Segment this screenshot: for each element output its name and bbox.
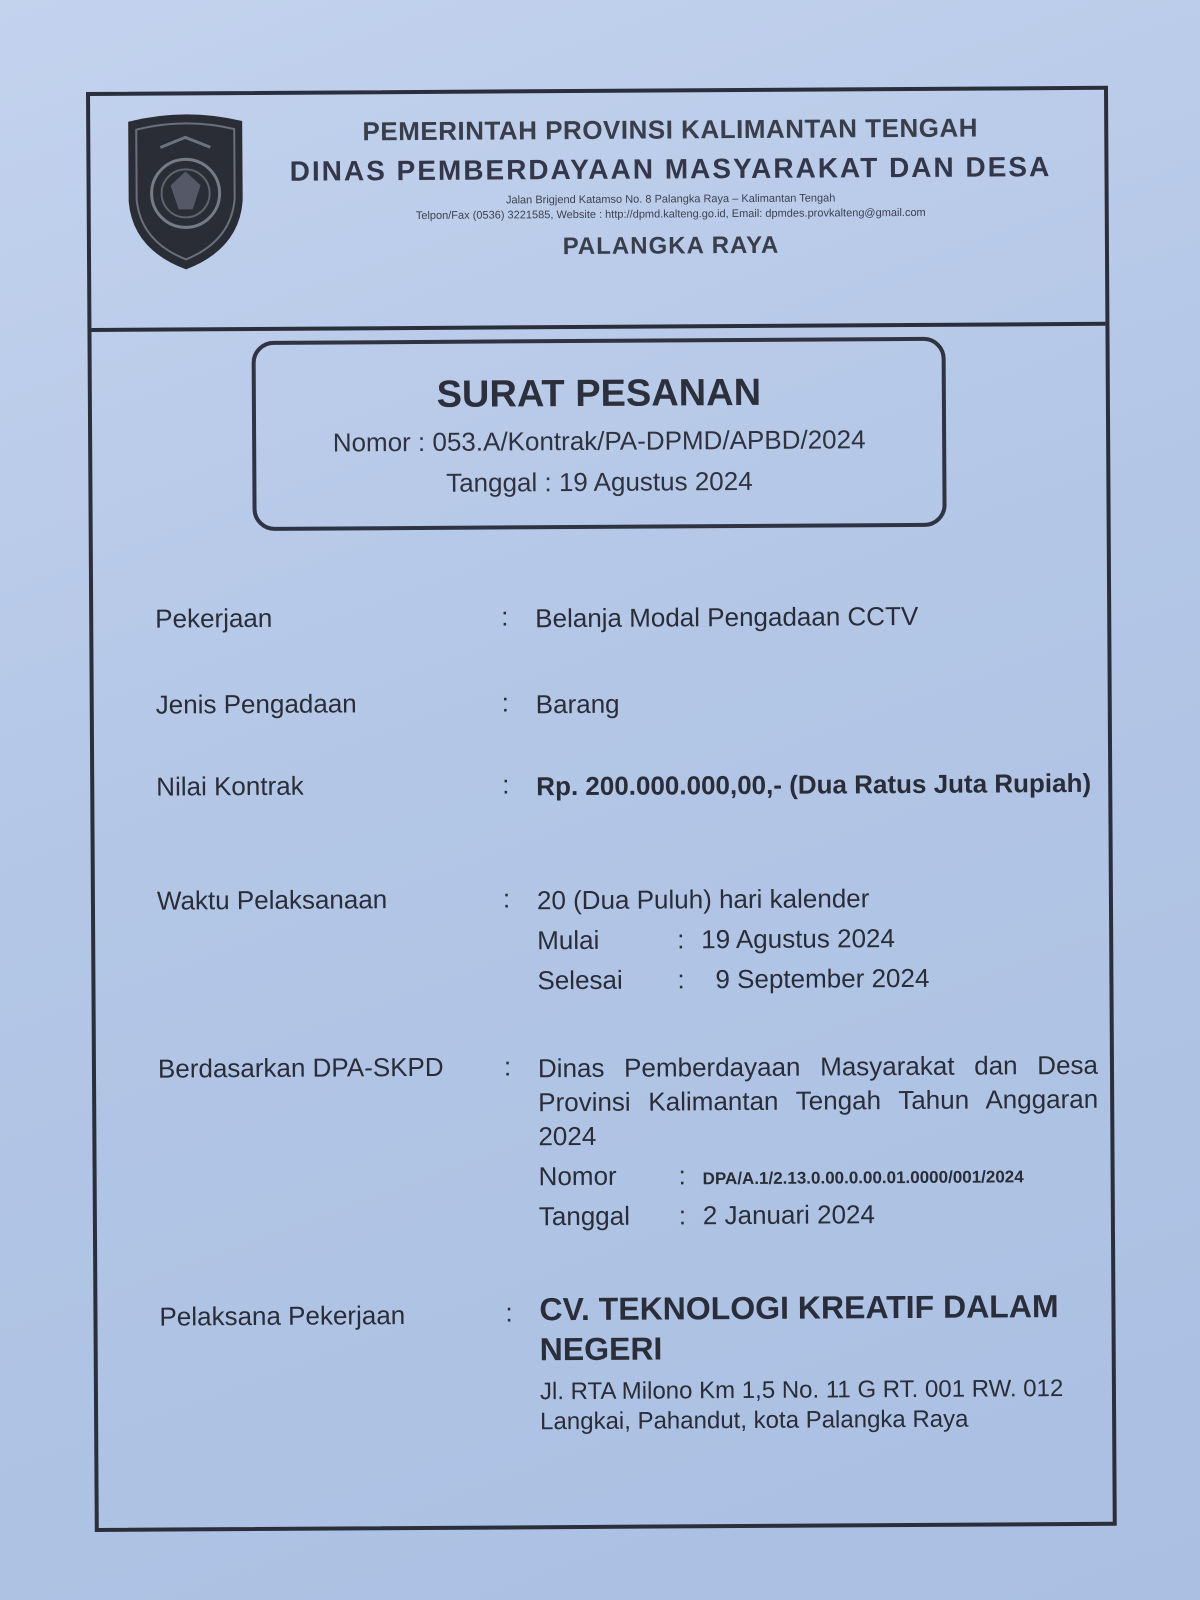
end-value: 9 September 2024	[715, 962, 930, 995]
field-colon: :	[502, 769, 510, 800]
dpa-date-value: 2 Januari 2024	[702, 1199, 875, 1231]
end-label: Selesai	[537, 964, 623, 996]
document-number: Nomor : 053.A/Kontrak/PA-DPMD/APBD/2024	[332, 424, 866, 458]
field-label: Pekerjaan	[155, 602, 273, 634]
dpa-date-row	[539, 1196, 1099, 1239]
dpa-number-colon: :	[678, 1160, 686, 1191]
duration-text: 20 (Dua Puluh) hari kalender	[536, 883, 870, 916]
end-colon: :	[677, 964, 685, 995]
agency-contact: Telpon/Fax (0536) 3221585, Website : http://dpmd.kalteng.go.id, Email: dpmdes.provkalteng@gmail.com	[415, 206, 926, 222]
agency-city: PALANGKA RAYA	[562, 231, 780, 261]
start-label: Mulai	[537, 924, 600, 956]
field-label: Waktu Pelaksanaan	[156, 884, 388, 916]
field-label: Jenis Pengadaan	[155, 688, 357, 720]
field-dpa-skpd	[157, 1048, 1099, 1232]
field-label: Nilai Kontrak	[156, 770, 304, 802]
letterhead-text	[260, 112, 1081, 263]
dpa-date-colon: :	[678, 1200, 687, 1231]
field-value: Barang	[535, 688, 620, 720]
field-colon: :	[501, 601, 509, 632]
agency-name: DINAS PEMBERDAYAAN MASYARAKAT DAN DESA	[289, 151, 1052, 187]
dpa-date-label: Tanggal	[538, 1200, 631, 1232]
field-value-group	[539, 1286, 1100, 1437]
dpa-number-row	[539, 1156, 1099, 1199]
field-waktu-pelaksanaan	[156, 880, 1087, 996]
field-pelaksana-pekerjaan	[159, 1286, 1089, 1436]
field-label: Berdasarkan DPA-SKPD	[157, 1051, 444, 1084]
document-frame	[86, 86, 1117, 1532]
end-date-row	[537, 960, 1097, 1003]
dpa-number-label: Nomor	[538, 1160, 617, 1192]
start-value: 19 Agustus 2024	[701, 923, 895, 955]
provincial-emblem-icon	[120, 111, 251, 274]
field-value: Rp. 200.000.000,00,- (Dua Ratus Juta Rupiah)	[536, 767, 1092, 802]
government-name: PEMERINTAH PROVINSI KALIMANTAN TENGAH	[362, 112, 979, 147]
dpa-description: Dinas Pemberdayaan Masyarakat dan Desa Provinsi Kalimantan Tengah Tahun Anggaran 2024	[537, 1049, 1099, 1152]
field-nilai-kontrak	[156, 766, 1092, 802]
field-colon: :	[501, 687, 510, 718]
dpa-number-value: DPA/A.1/2.13.0.00.0.00.01.0000/001/2024	[702, 1167, 1024, 1189]
contractor-name: CV. TEKNOLOGI KREATIF DALAM NEGERI	[539, 1288, 1059, 1368]
contractor-address: Jl. RTA Milono Km 1,5 No. 11 G RT. 001 RW. 012 Langkai, Pahandut, kota Palangka Raya	[539, 1375, 1064, 1436]
document-title: SURAT PESANAN	[436, 371, 762, 416]
field-colon: :	[502, 883, 511, 914]
field-value-group	[538, 1048, 1099, 1239]
field-pekerjaan	[155, 598, 1085, 634]
start-colon: :	[677, 924, 685, 955]
field-label: Pelaksana Pekerjaan	[159, 1300, 406, 1332]
letterhead	[90, 90, 1105, 332]
title-box	[252, 337, 947, 531]
agency-address: Jalan Brigjend Katamso No. 8 Palangka Raya – Kalimantan Tengah	[505, 192, 836, 207]
field-jenis-pengadaan	[155, 684, 1086, 720]
document-date: Tanggal : 19 Agustus 2024	[446, 465, 753, 498]
field-value: Belanja Modal Pengadaan CCTV	[535, 600, 919, 634]
field-value-group	[537, 880, 1098, 1003]
start-date-row	[537, 920, 1097, 963]
field-colon: :	[505, 1297, 513, 1328]
field-colon: :	[503, 1051, 512, 1082]
